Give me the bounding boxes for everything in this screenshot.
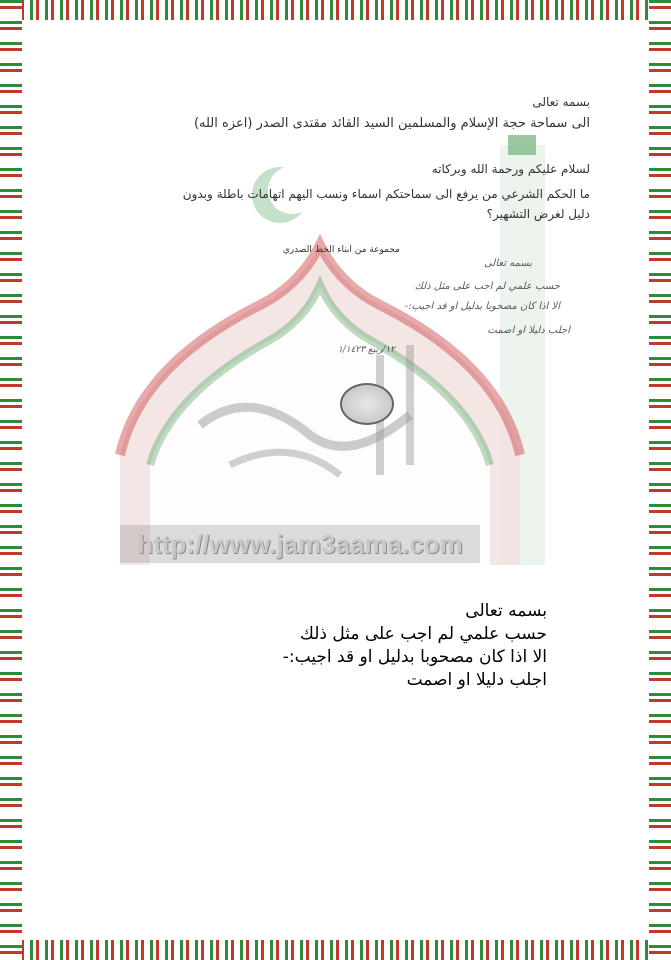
transcription-line-3: الا اذا كان مصحوبا بدليل او قد اجيب:- xyxy=(282,647,547,667)
border-bottom xyxy=(0,940,671,960)
watermark-url: http://www.jam3aama.com xyxy=(120,525,480,563)
typed-transcription xyxy=(282,600,547,692)
letter-greeting: بسمه تعالى xyxy=(532,95,590,109)
letter-question-line-1: ما الحكم الشرعي من يرفع الى سماحتكم اسماء ونسب اليهم اتهامات باطلة وبدون xyxy=(182,187,590,201)
border-right xyxy=(649,0,671,960)
handwritten-line-4: اجلب دليلا او اصمت xyxy=(487,325,570,336)
letter-salutation: لسلام عليكم ورحمة الله وبركاته xyxy=(431,162,590,176)
document-page xyxy=(22,20,649,940)
letter-signature: مجموعة من ابناء الخط الصدري xyxy=(282,245,400,255)
border-left xyxy=(0,0,22,960)
border-top xyxy=(0,0,671,20)
handwritten-line-3: الا اذا كان مصحوبا بدليل او قد اجيب:- xyxy=(404,301,560,312)
handwritten-line-1: بسمه تعالى xyxy=(483,258,532,269)
letter-question-line-2: دليل لغرض التشهير؟ xyxy=(486,207,590,221)
handwritten-date: ١٢/ربيع ١/١٤٢٣ xyxy=(337,345,395,355)
transcription-line-4: اجلب دليلا او اصمت xyxy=(406,670,547,690)
scanned-letter xyxy=(70,75,610,595)
transcription-line-2: حسب علمي لم اجب على مثل ذلك xyxy=(299,624,547,644)
transcription-line-1: بسمه تعالى xyxy=(465,601,547,621)
handwritten-line-2: حسب علمي لم اجب على مثل ذلك xyxy=(414,281,560,292)
letter-addressee: الى سماحة حجة الإسلام والمسلمين السيد القائد مقتدى الصدر (اعزه الله) xyxy=(193,116,590,131)
office-seal-stamp xyxy=(340,383,394,425)
